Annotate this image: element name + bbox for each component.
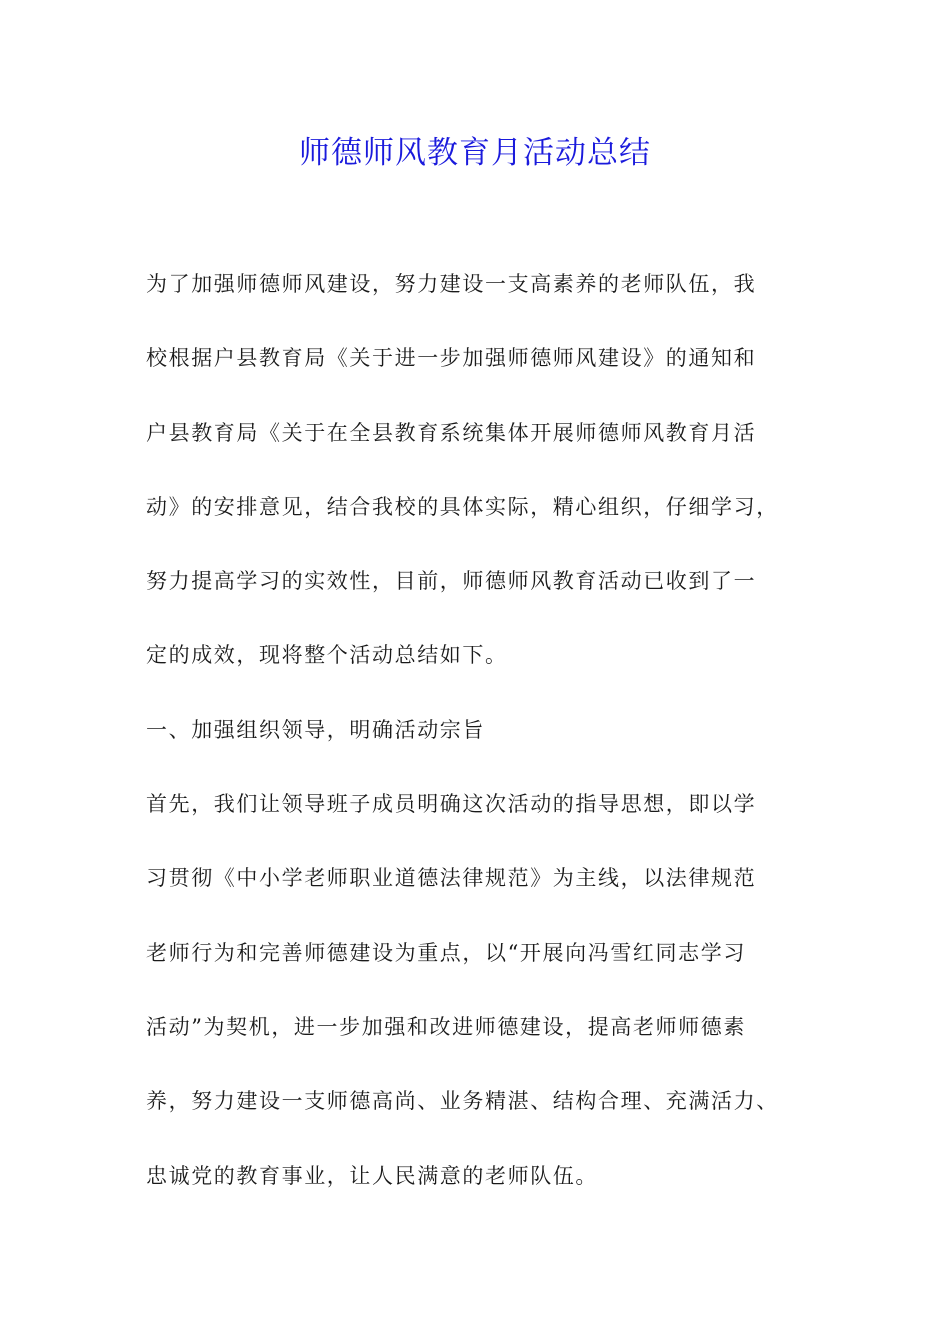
paragraph-line: 老师行为和完善师德建设为重点，以“开展向冯雪红同志学习 bbox=[146, 940, 746, 965]
paragraph-line: 习贯彻《中小学老师职业道德法律规范》为主线，以法律规范 bbox=[146, 866, 757, 891]
paragraph-line: 校根据户县教育局《关于进一步加强师德师风建设》的通知和 bbox=[146, 346, 757, 371]
document-title: 师德师风教育月活动总结 bbox=[299, 135, 651, 171]
paragraph-line: 养，努力建设一支师德高尚、业务精湛、结构合理、充满活力、 bbox=[146, 1089, 779, 1114]
paragraph-line: 努力提高学习的实效性，目前，师德师风教育活动已收到了一 bbox=[146, 569, 757, 594]
paragraph-line: 忠诚党的教育事业，让人民满意的老师队伍。 bbox=[146, 1163, 598, 1188]
paragraph-line: 动》的安排意见，结合我校的具体实际，精心组织，仔细学习， bbox=[146, 494, 779, 519]
section-heading: 一、加强组织领导，明确活动宗旨 bbox=[146, 717, 485, 742]
paragraph-line: 户县教育局《关于在全县教育系统集体开展师德师风教育月活 bbox=[146, 420, 757, 445]
paragraph-line: 活动”为契机，进一步加强和改进师德建设，提高老师师德素 bbox=[146, 1014, 746, 1039]
document-body bbox=[146, 264, 826, 1230]
paragraph-line: 为了加强师德师风建设，努力建设一支高素养的老师队伍，我 bbox=[146, 272, 757, 296]
paragraph-line: 定的成效，现将整个活动总结如下。 bbox=[146, 643, 508, 668]
paragraph-line: 首先，我们让领导班子成员明确这次活动的指导思想，即以学 bbox=[146, 792, 757, 817]
